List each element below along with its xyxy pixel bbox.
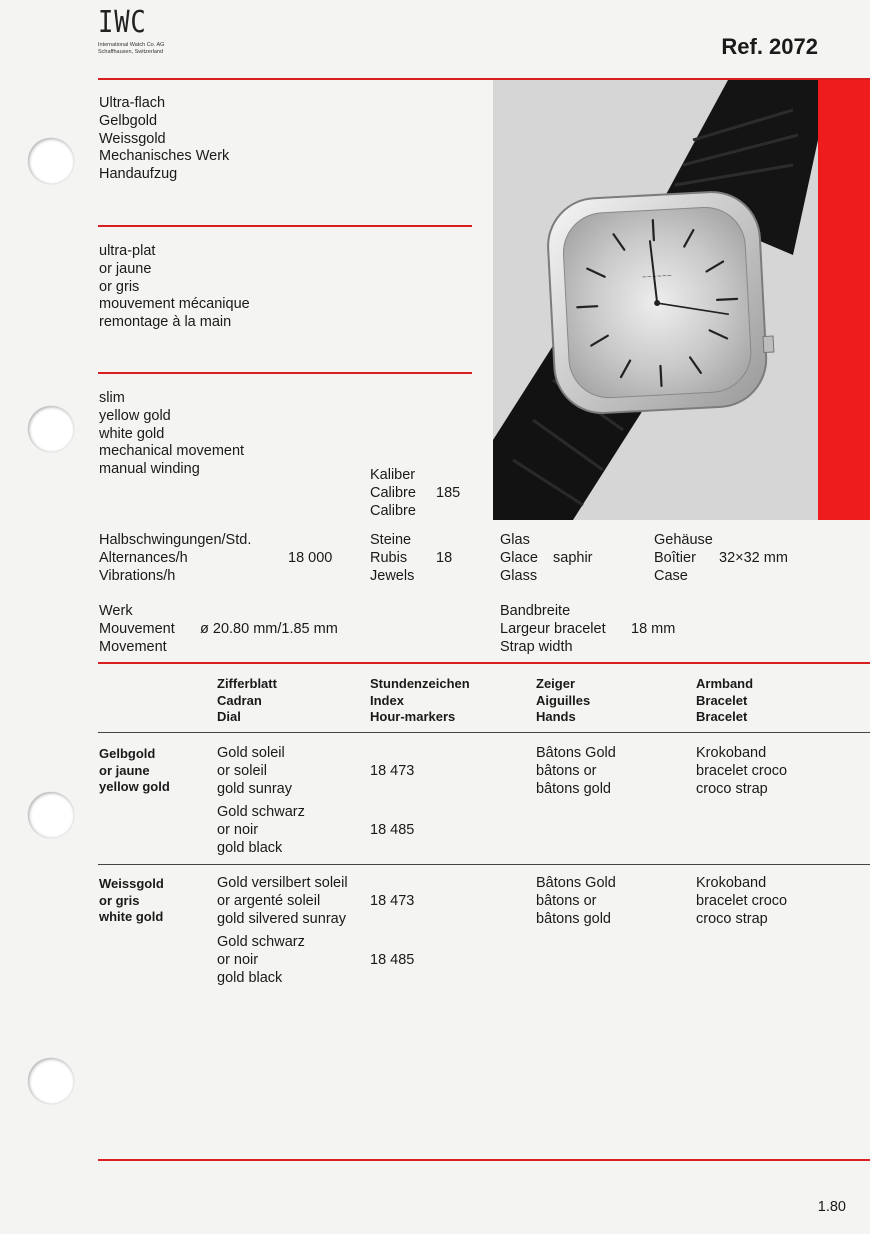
dial-text: gold silvered sunray bbox=[217, 910, 346, 927]
material-label: or jaune bbox=[99, 762, 150, 778]
header-label: Hands bbox=[536, 709, 576, 724]
material-label: Gelbgold bbox=[99, 746, 156, 761]
desc-de-line: Mechanisches Werk bbox=[99, 148, 230, 165]
header-label: Stundenzeichen bbox=[370, 676, 470, 691]
desc-en-line: mechanical movement bbox=[99, 443, 245, 460]
dial-text: gold black bbox=[217, 969, 283, 986]
spec-label: Glace bbox=[500, 549, 538, 566]
desc-en-line: manual winding bbox=[99, 461, 200, 478]
dial-text: Gold versilbert soleil bbox=[217, 875, 348, 891]
page-number: 1.80 bbox=[817, 1199, 846, 1215]
spec-label: Werk bbox=[99, 603, 133, 619]
group-material-white-gold bbox=[99, 876, 164, 926]
spec-label: Alternances/h bbox=[99, 549, 188, 566]
header-label: Aiguilles bbox=[536, 692, 591, 708]
jewels-labels bbox=[370, 532, 414, 585]
strap-text: croco strap bbox=[696, 910, 768, 927]
hands-text: bâtons or bbox=[536, 762, 597, 779]
description-german bbox=[99, 95, 229, 184]
hands-text: bâtons gold bbox=[536, 910, 611, 927]
logo-company: International Watch Co. AG bbox=[98, 42, 165, 48]
strap-text: Krokoband bbox=[696, 745, 767, 761]
header-label: Hour-markers bbox=[370, 709, 456, 724]
hands-text: bâtons or bbox=[536, 892, 597, 909]
dial-variant bbox=[217, 934, 305, 987]
desc-de-line: Ultra-flach bbox=[99, 95, 166, 111]
binder-hole bbox=[28, 406, 74, 452]
oscillations-labels bbox=[99, 532, 251, 585]
spec-label: Case bbox=[654, 567, 688, 584]
oscillations-value: 18 000 bbox=[288, 550, 333, 566]
hands-description bbox=[536, 875, 616, 928]
logo-brand: IWC bbox=[98, 5, 147, 40]
calibre-label: Calibre bbox=[370, 502, 416, 519]
movement-labels bbox=[99, 603, 175, 656]
calibre-value: 185 bbox=[436, 485, 461, 501]
reference-number: Ref. 2072 bbox=[721, 34, 818, 59]
spec-label: Glass bbox=[500, 567, 538, 584]
header-strap bbox=[696, 676, 753, 726]
group-material-yellow-gold bbox=[99, 746, 170, 796]
header-label: Zifferblatt bbox=[217, 676, 277, 691]
calibre-label: Kaliber bbox=[370, 467, 416, 483]
svg-text:~~~~~~: ~~~~~~ bbox=[641, 272, 673, 281]
hands-text: Bâtons Gold bbox=[536, 875, 616, 891]
bottom-divider bbox=[98, 1159, 870, 1161]
header-label: Index bbox=[370, 692, 404, 708]
binder-hole bbox=[28, 792, 74, 838]
header-label: Dial bbox=[217, 709, 241, 724]
header-label: Bracelet bbox=[696, 692, 748, 708]
desc-fr-line: or gris bbox=[99, 278, 140, 295]
spec-label: Boîtier bbox=[654, 549, 696, 566]
dial-text: gold black bbox=[217, 839, 283, 856]
glass-labels bbox=[500, 532, 538, 585]
strap-text: croco strap bbox=[696, 780, 768, 797]
header-label: Armband bbox=[696, 676, 754, 691]
desc-fr-line: mouvement mécanique bbox=[99, 296, 250, 313]
accent-red-bar bbox=[818, 80, 870, 520]
spec-label: Bandbreite bbox=[500, 603, 571, 619]
strap-text: bracelet croco bbox=[696, 892, 788, 909]
strap-text: bracelet croco bbox=[696, 762, 788, 779]
dial-text: Gold soleil bbox=[217, 745, 285, 761]
description-english bbox=[99, 390, 244, 479]
header-label: Cadran bbox=[217, 692, 262, 708]
dial-text: or noir bbox=[217, 951, 259, 968]
dial-variant bbox=[217, 804, 305, 857]
dial-variant bbox=[217, 745, 292, 798]
calibre-label: Calibre bbox=[370, 484, 416, 501]
strap-width-value: 18 mm bbox=[631, 621, 676, 637]
spec-label: Jewels bbox=[370, 567, 415, 584]
dial-text: Gold schwarz bbox=[217, 804, 305, 820]
header-index bbox=[370, 676, 470, 726]
dial-text: Gold schwarz bbox=[217, 934, 305, 950]
index-number: 18 485 bbox=[370, 952, 415, 968]
strap-text: Krokoband bbox=[696, 875, 767, 891]
spec-label: Gehäuse bbox=[654, 532, 713, 548]
section-divider bbox=[98, 225, 472, 227]
dial-text: gold sunray bbox=[217, 780, 292, 797]
case-value: 32×32 mm bbox=[719, 550, 788, 566]
material-label: Weissgold bbox=[99, 876, 164, 891]
strap-description bbox=[696, 875, 787, 928]
material-label: yellow gold bbox=[99, 779, 170, 794]
binder-hole bbox=[28, 138, 74, 184]
logo-location: Schaffhausen, Switzerland bbox=[98, 48, 164, 55]
section-divider bbox=[98, 372, 472, 374]
index-number: 18 473 bbox=[370, 893, 415, 909]
jewels-value: 18 bbox=[436, 550, 453, 566]
hands-text: bâtons gold bbox=[536, 780, 611, 797]
spec-label: Glas bbox=[500, 532, 530, 548]
binder-hole bbox=[28, 1058, 74, 1104]
hands-text: Bâtons Gold bbox=[536, 745, 616, 761]
movement-value: ø 20.80 mm/1.85 mm bbox=[200, 621, 338, 637]
description-french bbox=[99, 243, 250, 332]
desc-en-line: white gold bbox=[99, 425, 165, 442]
watch-photo bbox=[493, 80, 818, 520]
desc-en-line: yellow gold bbox=[99, 407, 171, 424]
index-number: 18 473 bbox=[370, 763, 415, 779]
watch-illustration bbox=[493, 80, 818, 520]
calibre-labels bbox=[370, 467, 416, 520]
case-labels bbox=[654, 532, 713, 585]
glass-value: saphir bbox=[553, 550, 593, 566]
hands-description bbox=[536, 745, 616, 798]
strap-description bbox=[696, 745, 787, 798]
desc-de-line: Weissgold bbox=[99, 130, 166, 147]
table-top-divider bbox=[98, 662, 870, 664]
material-label: or gris bbox=[99, 892, 140, 908]
spec-label: Steine bbox=[370, 532, 412, 548]
dial-text: or argenté soleil bbox=[217, 892, 321, 909]
dial-text: or noir bbox=[217, 821, 259, 838]
material-label: white gold bbox=[99, 909, 164, 924]
header-label: Bracelet bbox=[696, 709, 748, 724]
table-header-divider bbox=[98, 732, 870, 733]
spec-label: Vibrations/h bbox=[99, 567, 176, 584]
spec-label: Strap width bbox=[500, 638, 573, 655]
spec-label: Mouvement bbox=[99, 620, 175, 637]
desc-de-line: Gelbgold bbox=[99, 112, 158, 129]
desc-de-line: Handaufzug bbox=[99, 166, 178, 183]
spec-label: Largeur bracelet bbox=[500, 620, 606, 637]
dial-text: or soleil bbox=[217, 762, 267, 779]
dial-variant bbox=[217, 875, 348, 928]
spec-label: Halbschwingungen/Std. bbox=[99, 532, 252, 548]
desc-fr-line: remontage à la main bbox=[99, 314, 232, 331]
desc-fr-line: ultra-plat bbox=[99, 243, 156, 259]
header-label: Zeiger bbox=[536, 676, 576, 691]
index-number: 18 485 bbox=[370, 822, 415, 838]
desc-fr-line: or jaune bbox=[99, 260, 152, 277]
strap-width-labels bbox=[500, 603, 606, 656]
table-group-divider bbox=[98, 864, 870, 865]
desc-en-line: slim bbox=[99, 390, 125, 406]
header-dial bbox=[217, 676, 277, 726]
spec-label: Rubis bbox=[370, 549, 408, 566]
spec-label: Movement bbox=[99, 638, 167, 655]
header-hands bbox=[536, 676, 590, 726]
iwc-logo bbox=[98, 5, 165, 55]
